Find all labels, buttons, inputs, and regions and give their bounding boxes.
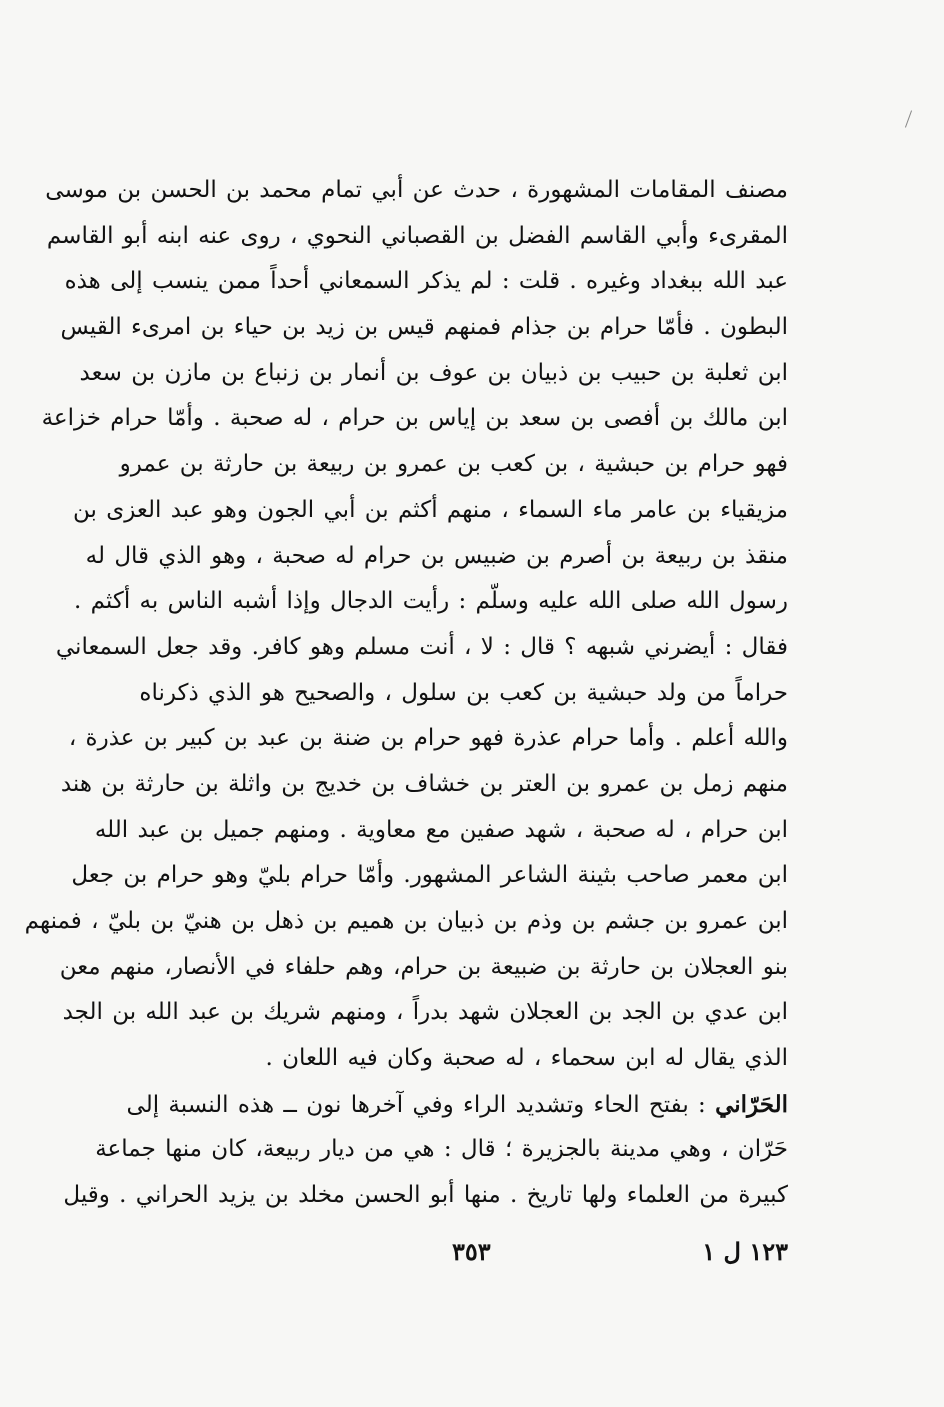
entry-first-line [126,1082,788,1128]
page-number: ٣٥٣ [452,1237,491,1266]
text-line: منقذ بن ربيعة بن أصرم بن ضبيس بن حرام له صحبة ، وهو الذي قال له [85,542,788,569]
text-line: الذي يقال له ابن سحماء ، له صحبة وكان فيه اللعان . [265,1045,788,1072]
text-line: حراماً من ولد حبشية بن كعب بن سلول ، والصحيح هو الذي ذكرناه [139,679,788,706]
signature-mark: ١٢٣ ل ١ [702,1237,788,1266]
text-line: مزيقياء بن عامر ماء السماء ، منهم أكثم بن أبي الجون وهو عبد العزى بن [72,496,788,523]
page-footer [160,1232,788,1272]
text-line: ابن حرام ، له صحبة ، شهد صفين مع معاوية . ومنهم جميل بن عبد الله [94,816,788,843]
text-line: فهو حرام بن حبشية ، بن كعب بن عمرو بن ربيعة بن حارثة بن عمرو [119,451,788,478]
text-line: المقرىء وأبي القاسم الفضل بن القصباني النحوي ، روى عنه ابنه أبو القاسم [46,222,788,249]
text-line: ابن عمرو بن جشم بن وذم بن ذبيان بن هميم بن ذهل بن هنيّ بن بليّ ، فمنهم [24,908,788,934]
text-line: ابن ثعلبة بن حبيب بن ذبيان بن عوف بن أنمار بن زنباع بن مازن بن سعد [79,359,788,386]
body-text [24,168,788,1219]
text-line: مصنف المقامات المشهورة ، حدث عن أبي تمام محمد بن الحسن بن موسى [45,177,788,203]
entry-heading: الحَرّاني [715,1090,788,1118]
text-line: رسول الله صلى الله عليه وسلّم : رأيت الدجال وإذا أشبه الناس به أكثم . [74,588,788,615]
text-line: عبد الله ببغداد وغيره . قلت : لم يذكر السمعاني أحداً ممن ينسب إلى هذه [64,268,788,295]
text-line: والله أعلم . وأما حرام عذرة فهو حرام بن ضنة بن عبد بن كبير بن عذرة ، [68,725,788,752]
margin-mark [905,110,912,127]
text-line: بنو العجلان بن حارثة بن ضبيعة بن حرام، وهم حلفاء في الأنصار، منهم معن [59,953,788,980]
text-line: ابن معمر صاحب بثينة الشاعر المشهور. وأمّا حرام بليّ وهو حرام بن جعل [71,862,788,889]
text-line: البطون . فأمّا حرام بن جذام فمنهم قيس بن زيد بن حياء بن امرىء القيس [60,314,788,341]
text-line: كبيرة من العلماء ولها تاريخ . منها أبو الحسن مخلد بن يزيد الحراني . وقيل [63,1182,788,1209]
text-line: ابن عدي بن الجد بن العجلان شهد بدراً ، ومنهم شريك بن عبد الله بن الجد [62,999,788,1026]
text-line: فقال : أيضرني شبهه ؟ قال : لا ، أنت مسلم وهو كافر. وقد جعل السمعاني [55,633,788,660]
text-line: حَرّان ، وهي مدينة بالجزيرة ؛ قال : هي من ديار ربيعة، كان منها جماعة [95,1136,788,1163]
text-line: منهم زمل بن عمرو بن العتر بن خشاف بن خديج بن واثلة بن حارثة بن هند [60,770,788,797]
entry-first-line-text: : بفتح الحاء وتشديد الراء وفي آخرها نون ــ هذه النسبة إلى [126,1091,716,1118]
text-line: ابن مالك بن أفصى بن سعد بن إياس بن حرام ، له صحبة . وأمّا حرام خزاعة [41,405,788,432]
